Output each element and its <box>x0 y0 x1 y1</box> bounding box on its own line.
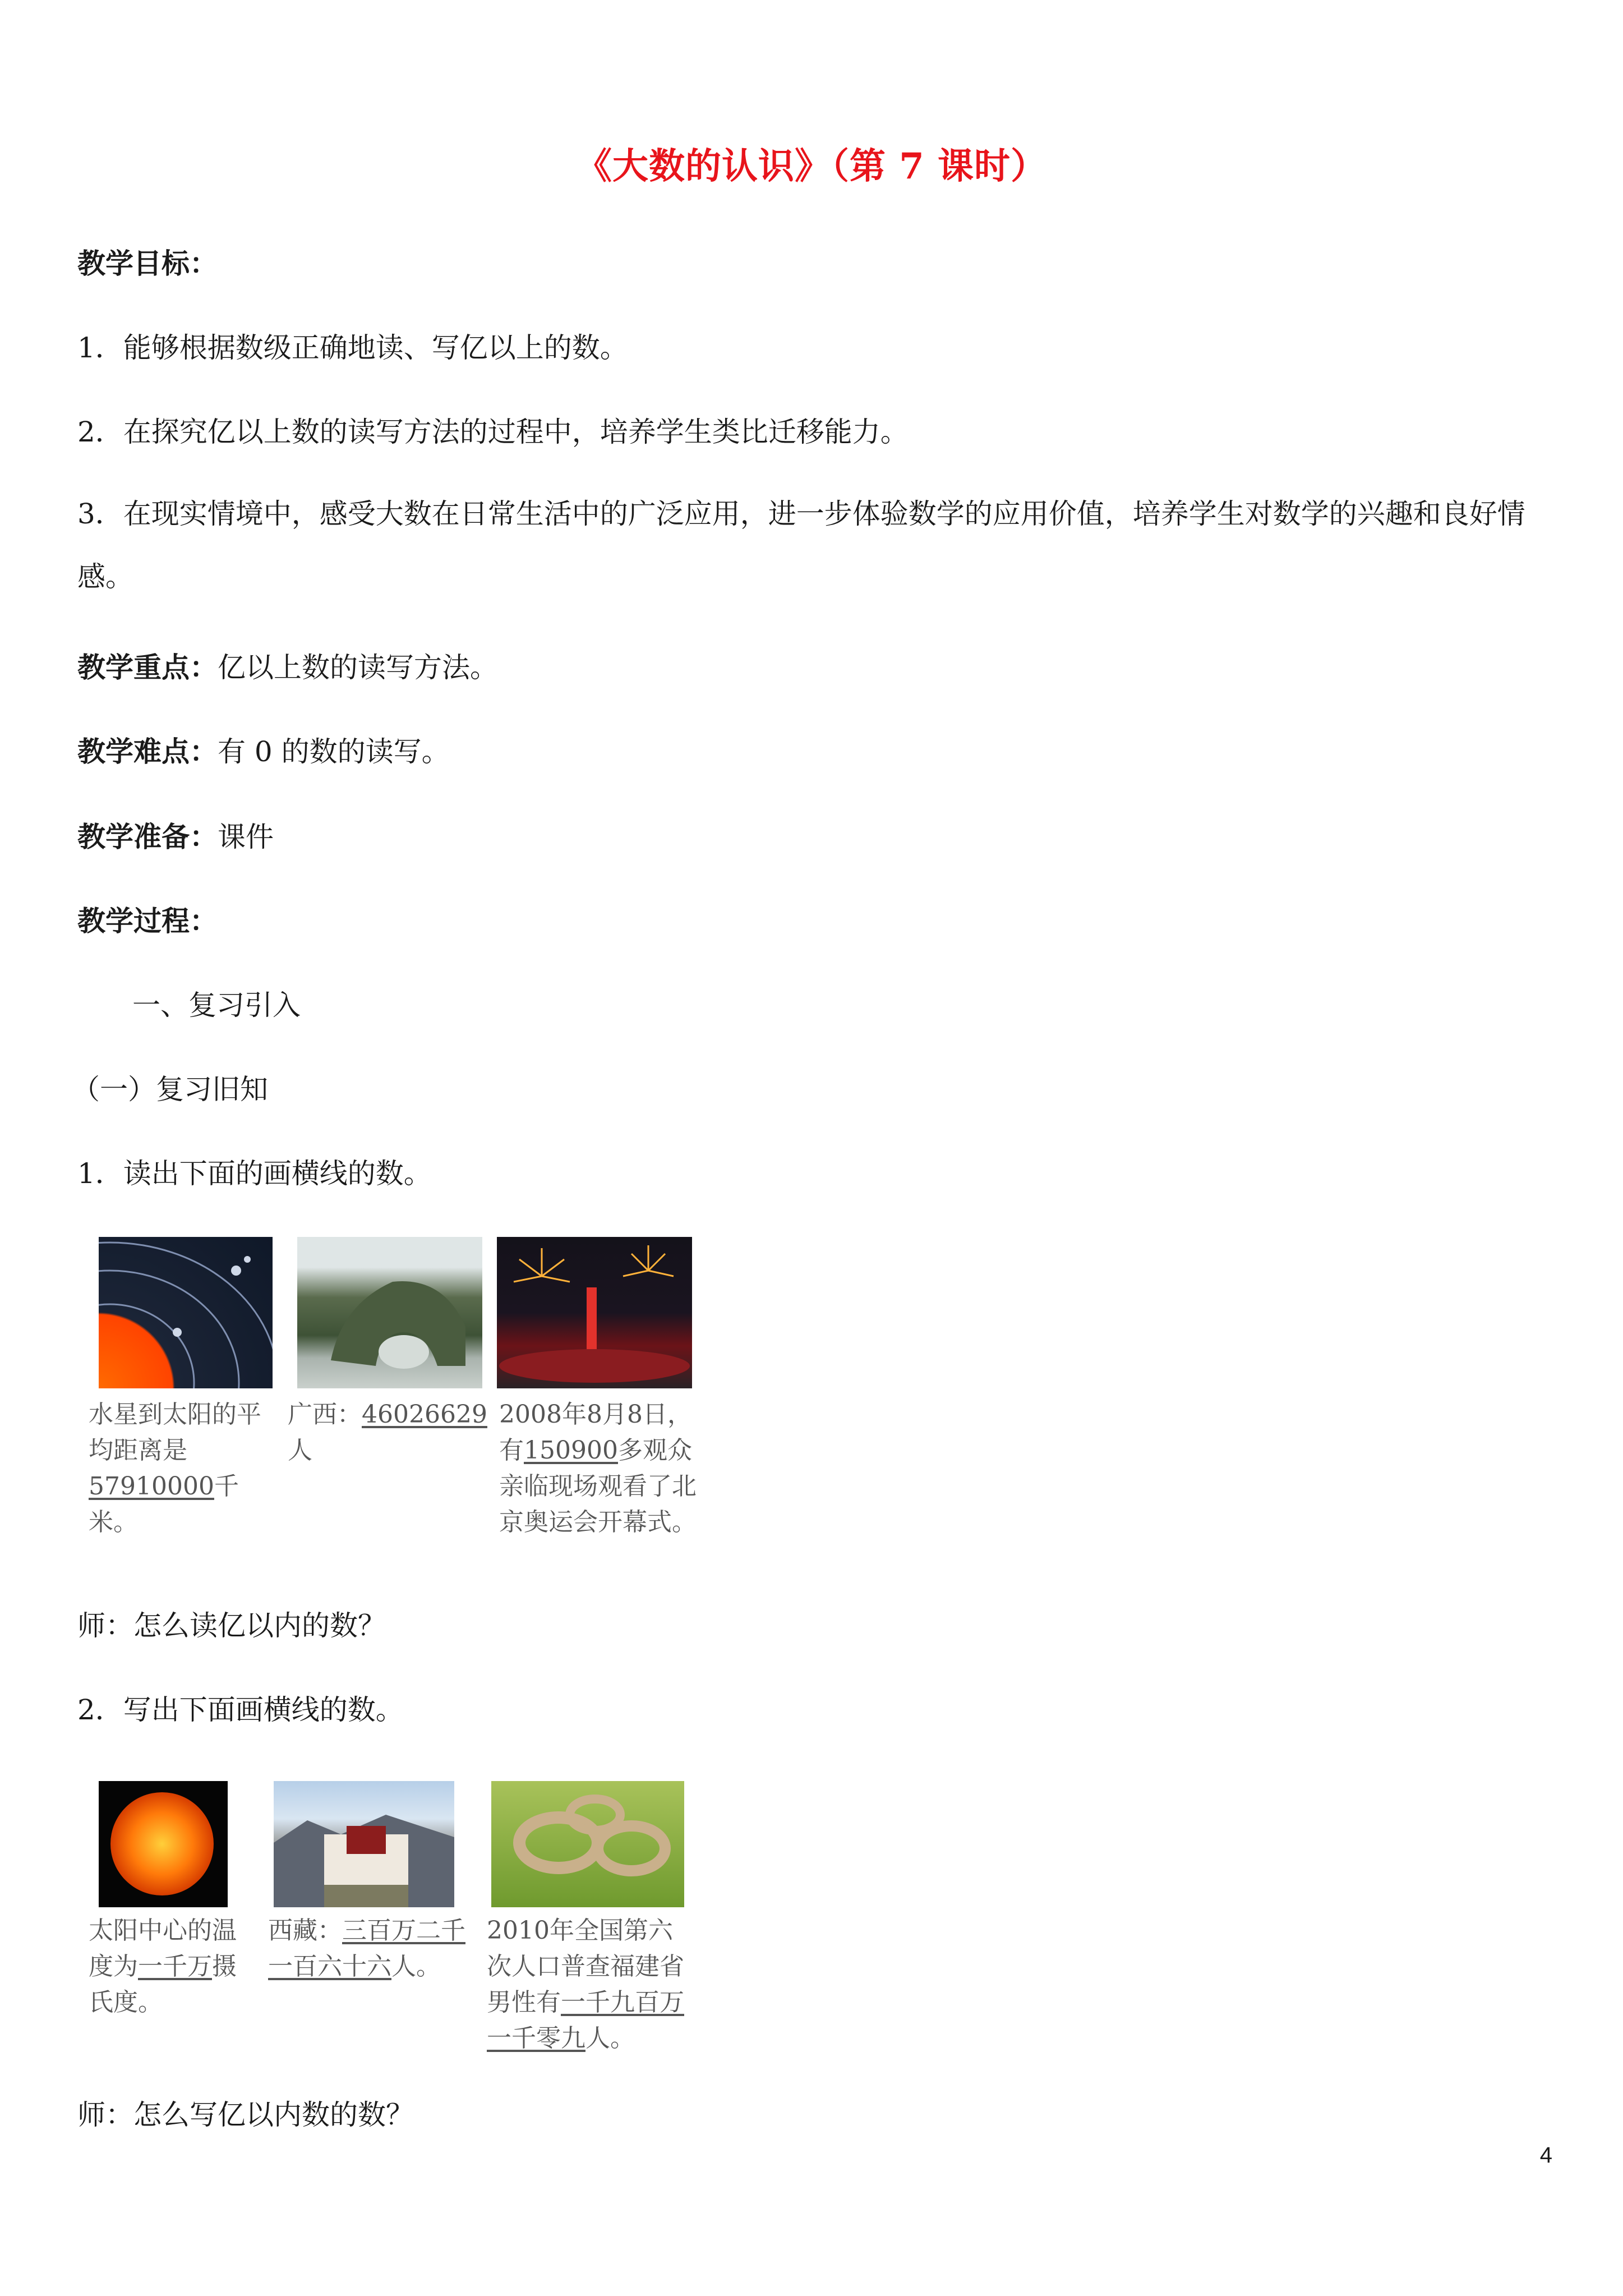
card-2-2-caption <box>268 1913 470 1985</box>
orbit-lines <box>99 1237 273 1388</box>
card-1-3-caption <box>499 1397 712 1540</box>
underlined-number: 46026629 <box>362 1400 487 1429</box>
teacher-question-2: 师：怎么写亿以内数的数？ <box>77 2099 414 2131</box>
process-heading: 教学过程： <box>77 904 218 937</box>
task-1: 1．读出下面的画横线的数。 <box>77 1157 432 1190</box>
caption-text: 太阳中心的温度为 <box>89 1916 237 1981</box>
caption-text: 人 <box>288 1436 312 1465</box>
caption-text: 2008年8月8日，有 <box>499 1400 692 1465</box>
difficulty <box>77 729 450 770</box>
key-point-text: 亿以上数的读写方法。 <box>218 651 498 684</box>
page-title: 《大数的认识》（第 7 课时） <box>575 145 1048 187</box>
objective-1: 1．能够根据数级正确地读、写亿以上的数。 <box>77 332 628 364</box>
caption-text: 摄氏度。 <box>89 1952 237 2017</box>
tulou-rings <box>491 1781 684 1907</box>
underlined-number: 一千九百万一千零九 <box>487 1988 684 2053</box>
potala-palace-image <box>274 1781 454 1907</box>
difficulty-label: 教学难点： <box>77 735 218 768</box>
underlined-number: 57910000 <box>89 1472 214 1501</box>
caption-text: 人。 <box>585 2024 635 2053</box>
section-1-heading: 一、复习引入 <box>132 989 301 1022</box>
caption-text: 多观众亲临现场观看了北京奥运会开幕式。 <box>499 1436 697 1536</box>
task-2: 2．写出下面画横线的数。 <box>77 1694 404 1726</box>
key-point <box>77 645 498 685</box>
underlined-number: 150900 <box>524 1436 618 1465</box>
sun-image <box>99 1781 228 1907</box>
teacher-question-1: 师：怎么读亿以内的数？ <box>77 1609 386 1642</box>
difficulty-text: 有 0 的数的读写。 <box>218 735 450 768</box>
objectives-heading: 教学目标： <box>77 247 218 280</box>
underlined-number: 一千万 <box>138 1952 212 1981</box>
caption-text: 2010年全国第六次人口普查福建省男性有 <box>487 1916 684 2017</box>
card-1-1-caption <box>89 1397 274 1540</box>
preparation <box>77 815 274 855</box>
objective-2: 2．在探究亿以上数的读写方法的过程中，培养学生类比迁移能力。 <box>77 416 909 448</box>
card-2-3-caption <box>487 1913 689 2056</box>
card-1-2-caption <box>288 1397 501 1469</box>
sun-disc <box>99 1781 228 1907</box>
tulou-image <box>491 1781 684 1907</box>
solar-system-image <box>99 1237 273 1388</box>
subsection-1-heading: （一）复习旧知 <box>72 1073 268 1106</box>
hill-arch <box>297 1237 482 1388</box>
preparation-label: 教学准备： <box>77 820 218 853</box>
key-point-label: 教学重点： <box>77 651 218 684</box>
caption-text: 水星到太阳的平均距离是 <box>89 1400 261 1465</box>
page-number: 4 <box>1539 2143 1552 2168</box>
caption-text: 西藏： <box>268 1916 342 1945</box>
preparation-text: 课件 <box>218 821 274 853</box>
caption-text: 人。 <box>391 1952 441 1981</box>
elephant-trunk-hill-image <box>297 1237 482 1388</box>
olympic-fireworks-image <box>497 1237 692 1388</box>
caption-text: 广西： <box>288 1400 362 1429</box>
objective-3: 3．在现实情境中，感受大数在日常生活中的广泛应用，进一步体验数学的应用价值，培养学生对数学的兴趣和良好情感。 <box>77 498 1525 593</box>
card-2-1-caption <box>89 1913 257 2021</box>
caption-text: 千米。 <box>89 1472 239 1536</box>
fireworks <box>497 1237 692 1388</box>
underlined-number: 三百万二千一百六十六 <box>268 1916 465 1981</box>
palace <box>274 1781 454 1907</box>
